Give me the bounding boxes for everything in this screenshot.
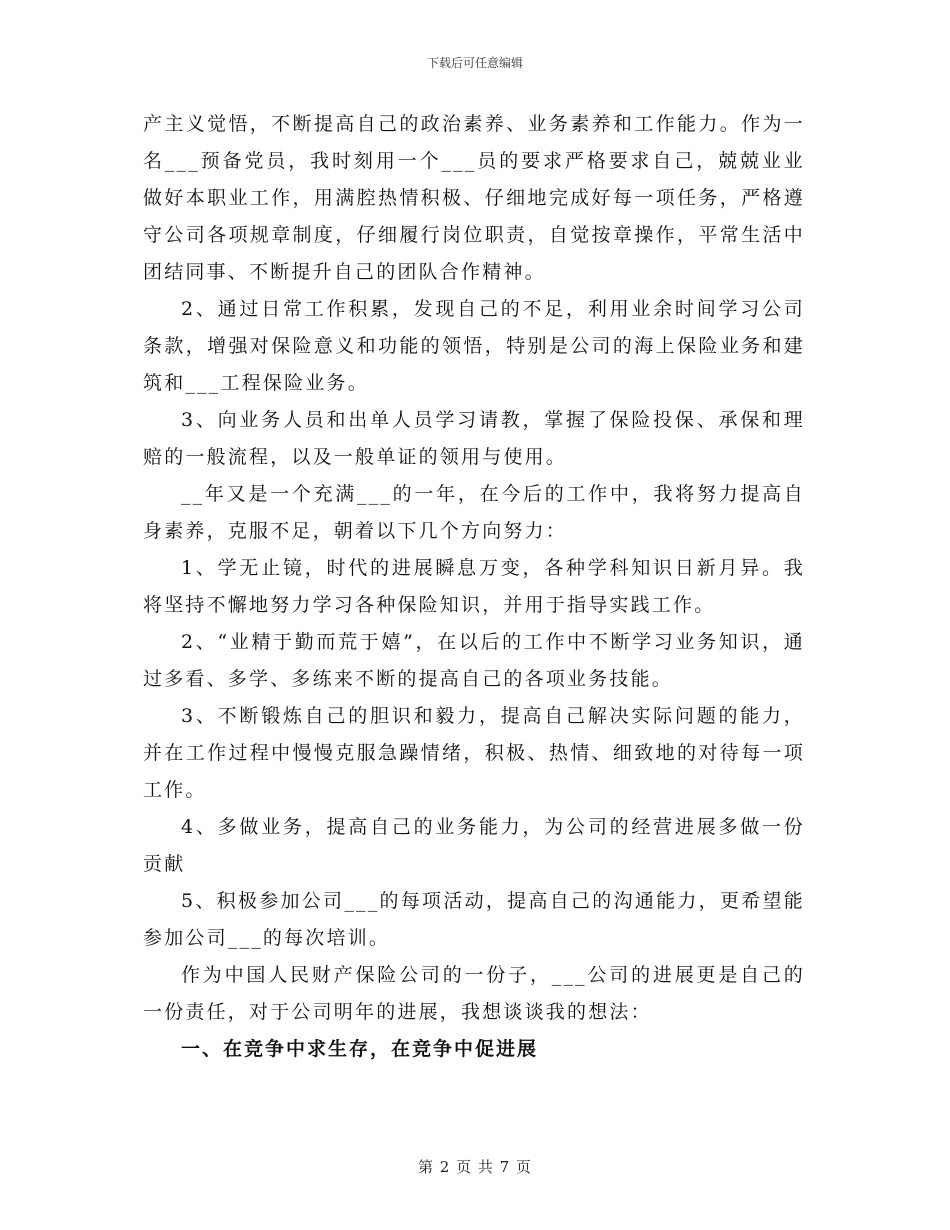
paragraph-2: 2、通过日常工作积累，发现自己的不足，利用业余时间学习公司条款，增强对保险意义和功能的领悟，特别是公司的海上保险业务和建筑和___工程保险业务。 bbox=[143, 298, 805, 394]
paragraph-4: __年又是一个充满___的一年，在今后的工作中，我将努力提高自身素养，克服不足，朝着以下几个方向努力： bbox=[143, 483, 805, 542]
paragraph-9: 5、积极参加公司___的每项活动，提高自己的沟通能力，更希望能参加公司___的每次培训。 bbox=[143, 890, 805, 949]
paragraph-1: 产主义觉悟，不断提高自己的政治素养、业务素养和工作能力。作为一名___预备党员，我时刻用一个___员的要求严格要求自己，兢兢业业做好本职业工作，用满腔热情积极、仔细地完成好每一项任务，严格遵守公司各项规章制度，仔细履行岗位职责，自觉按章操作，平常生活中团结同事、不断提升自己的团队合作精神。 bbox=[143, 113, 805, 283]
page-header: 下载后可任意编辑 bbox=[426, 56, 523, 70]
paragraph-6: 2、“业精于勤而荒于嬉”，在以后的工作中不断学习业务知识，通过多看、多学、多练来不断的提高自己的各项业务技能。 bbox=[143, 631, 805, 690]
section-heading: 一、在竞争中求生存，在竞争中促进展 bbox=[181, 1038, 539, 1060]
document-body bbox=[143, 106, 805, 1068]
page-footer: 第 2 页 共 7 页 bbox=[418, 1158, 532, 1176]
paragraph-5: 1、学无止镜，时代的进展瞬息万变，各种学科知识日新月异。我将坚持不懈地努力学习各种保险知识，并用于指导实践工作。 bbox=[143, 557, 805, 616]
paragraph-8: 4、多做业务，提高自己的业务能力，为公司的经营进展多做一份贡献 bbox=[143, 816, 805, 875]
paragraph-10: 作为中国人民财产保险公司的一份子，___公司的进展更是自己的一份责任，对于公司明年的进展，我想谈谈我的想法： bbox=[143, 964, 805, 1023]
paragraph-3: 3、向业务人员和出单人员学习请教，掌握了保险投保、承保和理赔的一般流程，以及一般单证的领用与使用。 bbox=[143, 409, 805, 468]
paragraph-7: 3、不断锻炼自己的胆识和毅力，提高自己解决实际问题的能力，并在工作过程中慢慢克服急躁情绪，积极、热情、细致地的对待每一项工作。 bbox=[143, 705, 805, 801]
